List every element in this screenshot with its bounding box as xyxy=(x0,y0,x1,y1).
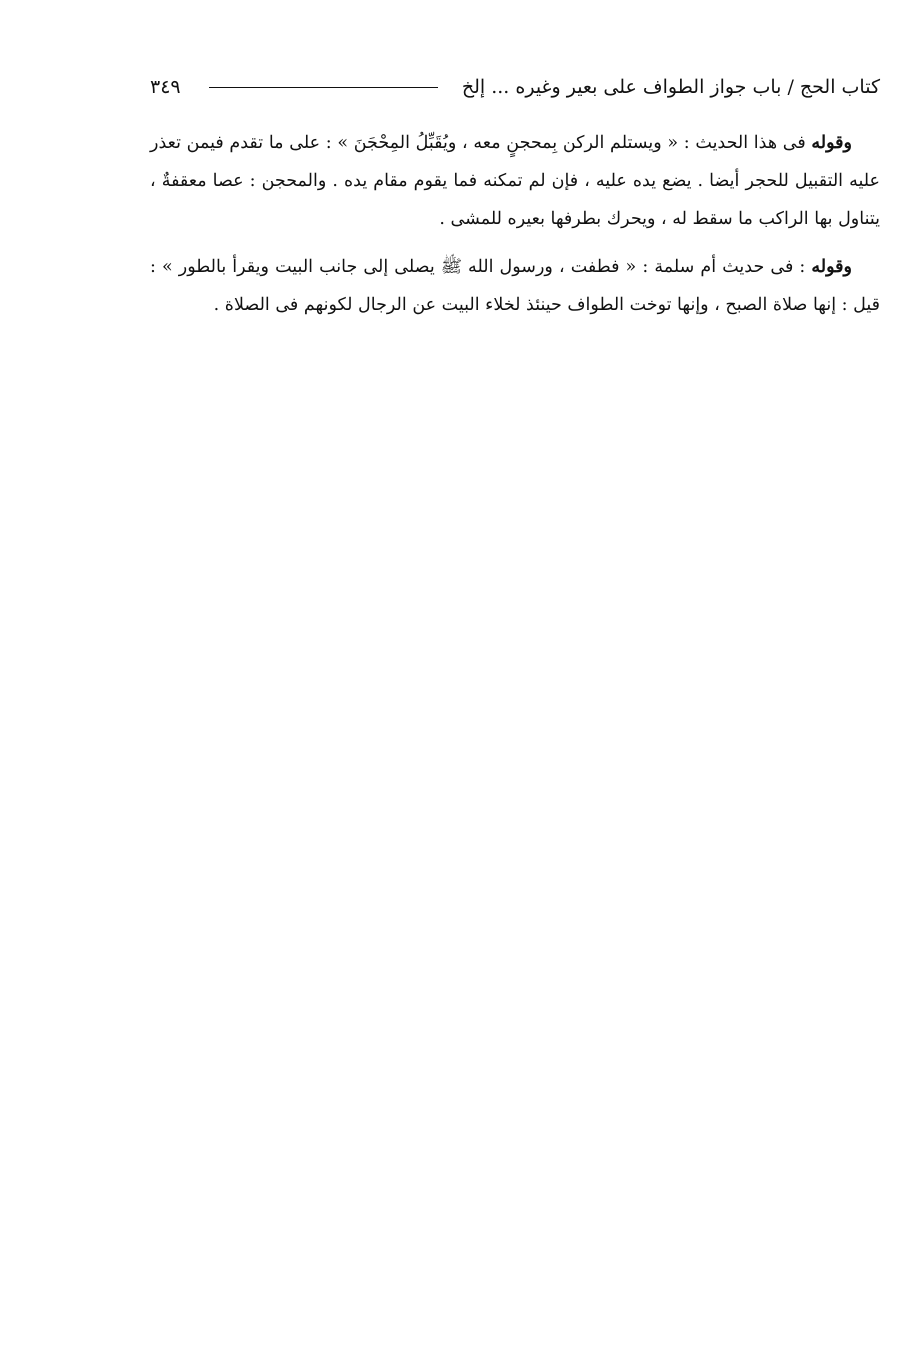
paragraph-1-lead: وقوله xyxy=(811,133,852,153)
paragraph-1 xyxy=(150,124,880,238)
running-title: كتاب الحج / باب جواز الطواف على بعير وغيره ... إلخ xyxy=(461,76,880,98)
paragraph-1-text: فى هذا الحديث : « ويستلم الركن بِمحجنٍ معه ، ويُقَبِّلُ المِحْجَنَ » : على ما تقدم فيمن تعذر عليه التقبيل للحجر أيضا . يضع يده عليه ، فإن لم تمكنه فما يقوم مقام يده . والمحجن : عصا معقفةٌ ، يتناول بها الراكب ما سقط له ، ويحرك بطرفها بعيره للمشى . xyxy=(150,133,880,229)
header-rule xyxy=(209,87,438,88)
running-header xyxy=(150,70,880,104)
page-number: ٣٤٩ xyxy=(150,76,181,98)
paragraph-2-lead: وقوله xyxy=(811,257,852,277)
commentary-body xyxy=(150,124,880,334)
paragraph-2 xyxy=(150,248,880,324)
paragraph-2-text: : فى حديث أم سلمة : « فطفت ، ورسول الله ﷺ يصلى إلى جانب البيت ويقرأ بالطور » : قيل : إنها صلاة الصبح ، وإنها توخت الطواف حينئذ لخلاء البيت عن الرجال لكونهم فى الصلاة . xyxy=(150,257,880,315)
